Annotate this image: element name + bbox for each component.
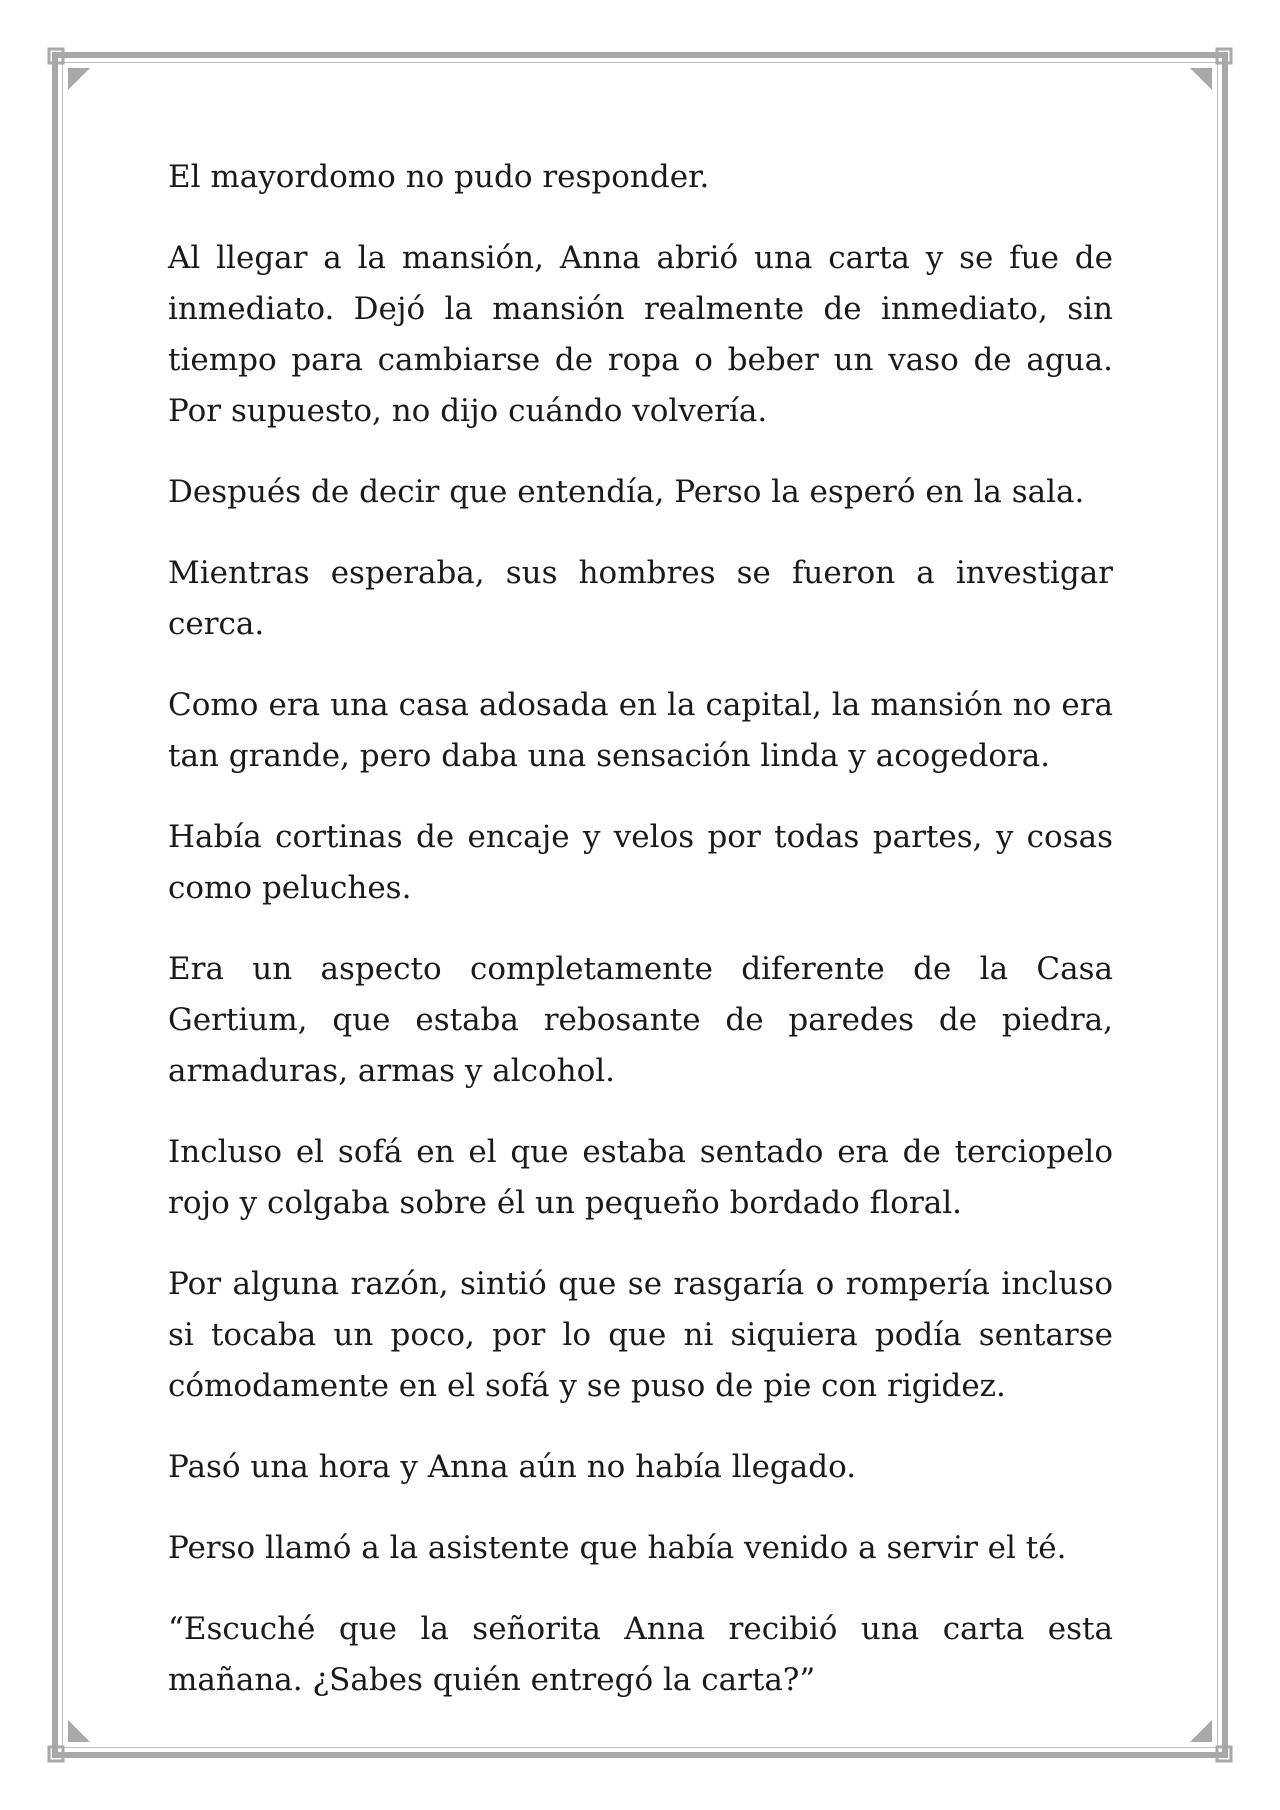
corner-knob-icon [1214, 1744, 1234, 1764]
corner-triangle-icon [1190, 1720, 1212, 1742]
corner-triangle-icon [1190, 68, 1212, 90]
paragraph: El mayordomo no pudo responder. [168, 159, 710, 195]
paragraph: “Escuché que la señorita Anna recibió una carta esta mañana. ¿Sabes quién entregó la carta?” [168, 1611, 1113, 1698]
corner-triangle-icon [68, 68, 90, 90]
paragraph: Incluso el sofá en el que estaba sentado era de terciopelo rojo y colgaba sobre él un pequeño bordado floral. [168, 1134, 1113, 1221]
corner-knob-icon [46, 1744, 66, 1764]
paragraph: Como era una casa adosada en la capital, la mansión no era tan grande, pero daba una sensación linda y acogedora. [168, 687, 1113, 774]
paragraph: Había cortinas de encaje y velos por todas partes, y cosas como peluches. [168, 819, 1113, 906]
document-body [168, 152, 1113, 1736]
paragraph: Por alguna razón, sintió que se rasgaría o rompería incluso si tocaba un poco, por lo que ni siquiera podía sentarse cómodamente en el sofá y se puso de pie con rigidez. [168, 1266, 1113, 1404]
paragraph: Era un aspecto completamente diferente de la Casa Gertium, que estaba rebosante de paredes de piedra, armaduras, armas y alcohol. [168, 951, 1113, 1089]
paragraph: Mientras esperaba, sus hombres se fueron a investigar cerca. [168, 555, 1113, 642]
paragraph: Perso llamó a la asistente que había venido a servir el té. [168, 1530, 1067, 1566]
paragraph: Después de decir que entendía, Perso la esperó en la sala. [168, 474, 1085, 510]
corner-knob-icon [1214, 46, 1234, 66]
paragraph: Pasó una hora y Anna aún no había llegado. [168, 1449, 857, 1485]
corner-triangle-icon [68, 1720, 90, 1742]
paragraph: Al llegar a la mansión, Anna abrió una carta y se fue de inmediato. Dejó la mansión realmente de inmediato, sin tiempo para cambiarse de ropa o beber un vaso de agua. Por supuesto, no dijo cuándo volvería. [168, 240, 1113, 429]
corner-knob-icon [46, 46, 66, 66]
